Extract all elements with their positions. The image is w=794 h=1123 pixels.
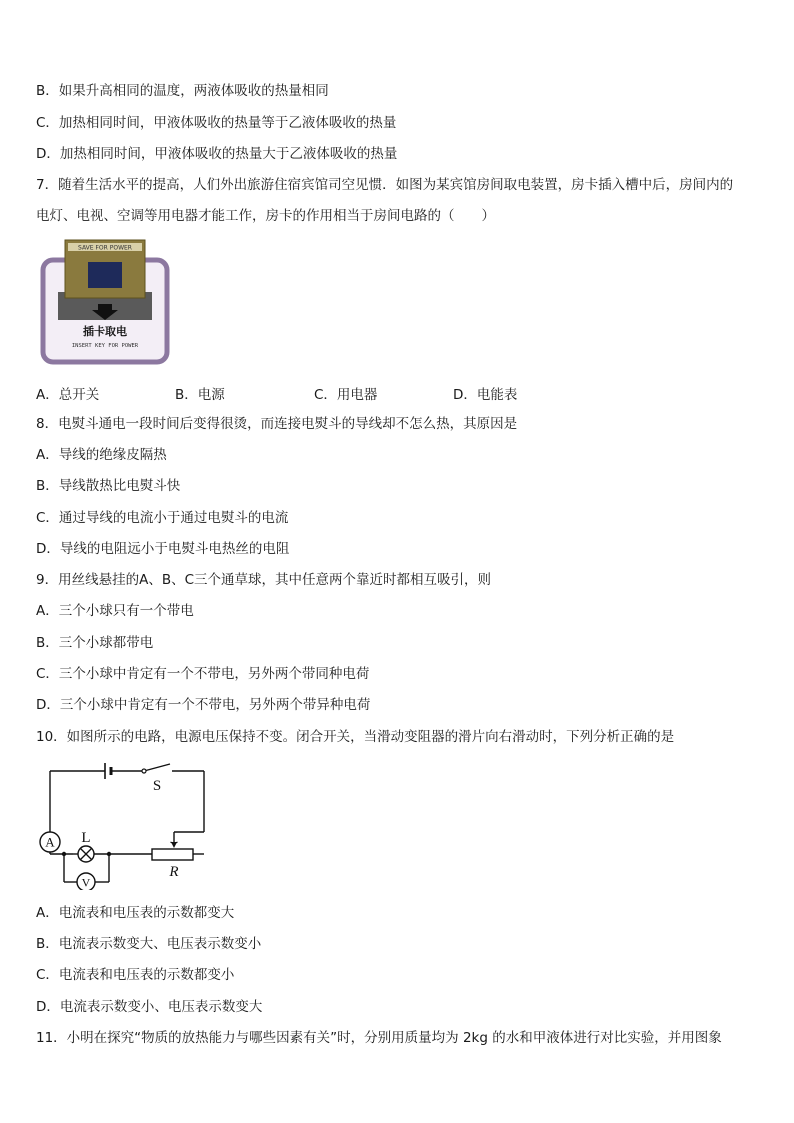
- card-label-en: INSERT KEY FOR POWER: [71, 343, 139, 349]
- voltmeter-label: V: [81, 875, 91, 890]
- card-power-switch-figure: [40, 238, 170, 366]
- q6-option-d: D．加热相同时间，甲液体吸收的热量大于乙液体吸收的热量: [36, 146, 398, 162]
- q9-stem: 9．用丝线悬挂的A、B、C三个通草球，其中任意两个靠近时都相互吸引，则: [36, 572, 492, 588]
- q7-option-a: A．总开关: [36, 387, 100, 403]
- q8-option-b: B．导线散热比电熨斗快: [36, 478, 181, 494]
- ammeter-label: A: [45, 834, 55, 850]
- q10-option-b: B．电流表示数变大、电压表示数变小: [36, 936, 262, 952]
- q6-option-b: B．如果升高相同的温度，两液体吸收的热量相同: [36, 83, 329, 99]
- q7-option-c: C．用电器: [314, 387, 378, 403]
- q9-option-c: C．三个小球中肯定有一个不带电，另外两个带同种电荷: [36, 666, 370, 682]
- q10-option-c: C．电流表和电压表的示数都变小: [36, 967, 235, 983]
- q8-option-a: A．导线的绝缘皮隔热: [36, 447, 167, 463]
- q6-option-c: C．加热相同时间，甲液体吸收的热量等于乙液体吸收的热量: [36, 115, 397, 131]
- card-label-cn: 插卡取电: [83, 325, 127, 338]
- q8-option-d: D．导线的电阻远小于电熨斗电热丝的电阻: [36, 541, 290, 557]
- q8-stem: 8．电熨斗通电一段时间后变得很烫，而连接电熨斗的导线却不怎么热，其原因是: [36, 416, 518, 432]
- q8-option-c: C．通过导线的电流小于通过电熨斗的电流: [36, 510, 289, 526]
- q7-stem-line-1: 7．随着生活水平的提高，人们外出旅游住宿宾馆司空见惯．如图为某宾馆房间取电装置，房卡插入槽中后，房间内的: [36, 177, 734, 193]
- q11-stem: 11．小明在探究“物质的放热能力与哪些因素有关”时，分别用质量均为 2kg 的水和甲液体进行对比实验，并用图象: [36, 1030, 722, 1046]
- lamp-label: L: [81, 830, 91, 846]
- rheostat-label: R: [169, 864, 179, 880]
- q10-option-d: D．电流表示数变小、电压表示数变大: [36, 999, 263, 1015]
- q10-option-a: A．电流表和电压表的示数都变大: [36, 905, 235, 921]
- q9-option-b: B．三个小球都带电: [36, 635, 154, 651]
- q9-option-d: D．三个小球中肯定有一个不带电，另外两个带异种电荷: [36, 697, 371, 713]
- q10-stem: 10．如图所示的电路，电源电压保持不变。闭合开关，当滑动变阻器的滑片向右滑动时，下列分析正确的是: [36, 729, 675, 745]
- switch-label: S: [152, 778, 162, 794]
- q9-option-a: A．三个小球只有一个带电: [36, 603, 194, 619]
- q7-option-b: B．电源: [175, 387, 225, 403]
- q7-stem-line-2: 电灯、电视、空调等用电器才能工作，房卡的作用相当于房间电路的（ ）: [36, 208, 495, 224]
- card-text: SAVE FOR POWER: [78, 244, 132, 252]
- q7-option-d: D．电能表: [453, 387, 518, 403]
- q7-options: [36, 383, 596, 403]
- circuit-diagram: [36, 760, 211, 890]
